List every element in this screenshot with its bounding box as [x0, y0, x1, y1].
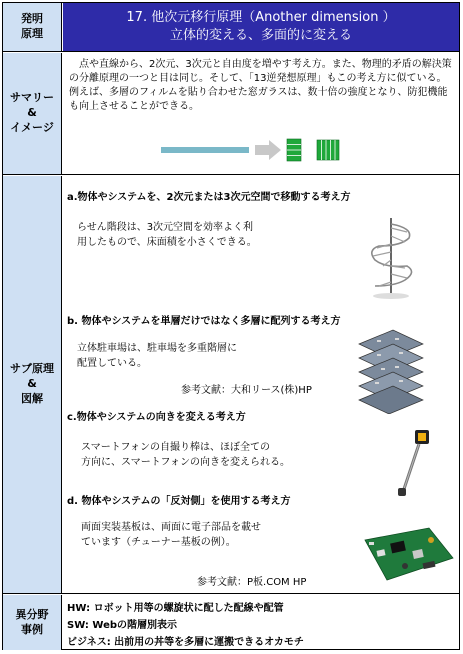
sub-principle-c-heading: c.物体やシステムの向きを変える考え方: [67, 412, 246, 423]
summary-label: [3, 53, 62, 174]
sub-principles-content: [63, 176, 459, 593]
invention-principle-label: [3, 3, 62, 51]
summary-content: [63, 53, 459, 174]
spiral-staircase-image: [361, 216, 421, 300]
label-line: 図解: [21, 391, 43, 405]
reference-note: 参考文献：P板.COM HP: [197, 577, 307, 588]
sub-principle-d-text: [81, 521, 261, 550]
body-line: 方向に、スマートフォンの向きを変えられる。: [81, 456, 290, 468]
examples-row: [3, 595, 459, 650]
body-line: 用したもので、床面積を小さくできる。: [77, 236, 257, 248]
label-line: 事例: [21, 622, 43, 636]
title-line: 17. 他次元移行原理（Another dimension ）: [126, 10, 396, 26]
double-sided-board-image: [361, 524, 457, 584]
header-row: [3, 3, 459, 52]
summary-text: 点や直線から、2次元、3次元と自由度を増やす考え方。また、物理的矛盾の解決策の分離原理の一つと目は同じ。そして、「13逆発想原理」もこの考え方に似ている。例えば、多層のフィルムを貼り合わせた窓ガラスは、数十倍の強度となり、防犯機能も向上させることができる。: [69, 59, 452, 112]
arrow-icon: [255, 140, 281, 160]
sub-principle-a-heading: a.物体やシステムを、2次元または3次元空間で移動する考え方: [67, 192, 351, 203]
sub-principle-c-text: [81, 441, 290, 470]
layered-film-illustration: [161, 137, 361, 163]
sub-principles-row: [3, 176, 459, 594]
body-line: 両面実装基板は、両面に電子部品を載せ: [81, 522, 261, 533]
subtitle-line: 立体的変える、多面的に変える: [169, 28, 352, 43]
multilevel-parking-image: [355, 326, 427, 414]
sub-principle-b-text: [77, 342, 237, 371]
summary-row: [3, 53, 459, 175]
sub-principle-b-heading: b. 物体やシステムを単層だけではなく多層に配列する考え方: [67, 316, 341, 327]
multilayer-panel-icon: [317, 140, 339, 160]
body-line: ています（チューナー基板の例）。: [81, 536, 236, 548]
example-hw: HW: ロボット用等の螺旋状に配した配線や配管: [67, 603, 284, 614]
label-line: サブ原理: [10, 362, 54, 376]
label-line: 原理: [21, 27, 43, 40]
example-business: ビジネス: 出前用の丼等を多層に運搬できるオカモチ: [67, 637, 304, 648]
examples-label: [3, 595, 62, 650]
body-line: スマートフォンの自撮り棒は、ほぼ全ての: [81, 442, 270, 453]
sub-principle-a-text: [77, 221, 257, 250]
reference-note: 参考文献：大和リース(株)HP: [181, 385, 312, 396]
label-line: 発明: [21, 12, 43, 26]
label-line: &: [27, 377, 37, 391]
single-layer-bar: [161, 147, 249, 153]
page-title: [63, 3, 459, 51]
example-sw: SW: Webの階層別表示: [67, 620, 178, 631]
body-line: らせん階段は、3次元空間を効率よく利: [77, 222, 254, 233]
label-line: サマリー: [10, 91, 54, 105]
sub-principles-label: [3, 176, 62, 593]
body-line: 配置している。: [77, 357, 147, 369]
examples-content: [63, 595, 459, 650]
invention-principle-sheet: [2, 2, 460, 650]
selfie-stick-image: [393, 426, 441, 498]
label-line: &: [27, 106, 37, 120]
stacked-layers-icon: [287, 139, 301, 161]
body-line: 立体駐車場は、駐車場を多重階層に: [77, 343, 237, 354]
label-line: イメージ: [10, 120, 54, 134]
label-line: 異分野: [15, 607, 49, 621]
sub-principle-d-heading: d. 物体やシステムの「反対側」を使用する考え方: [67, 496, 291, 507]
